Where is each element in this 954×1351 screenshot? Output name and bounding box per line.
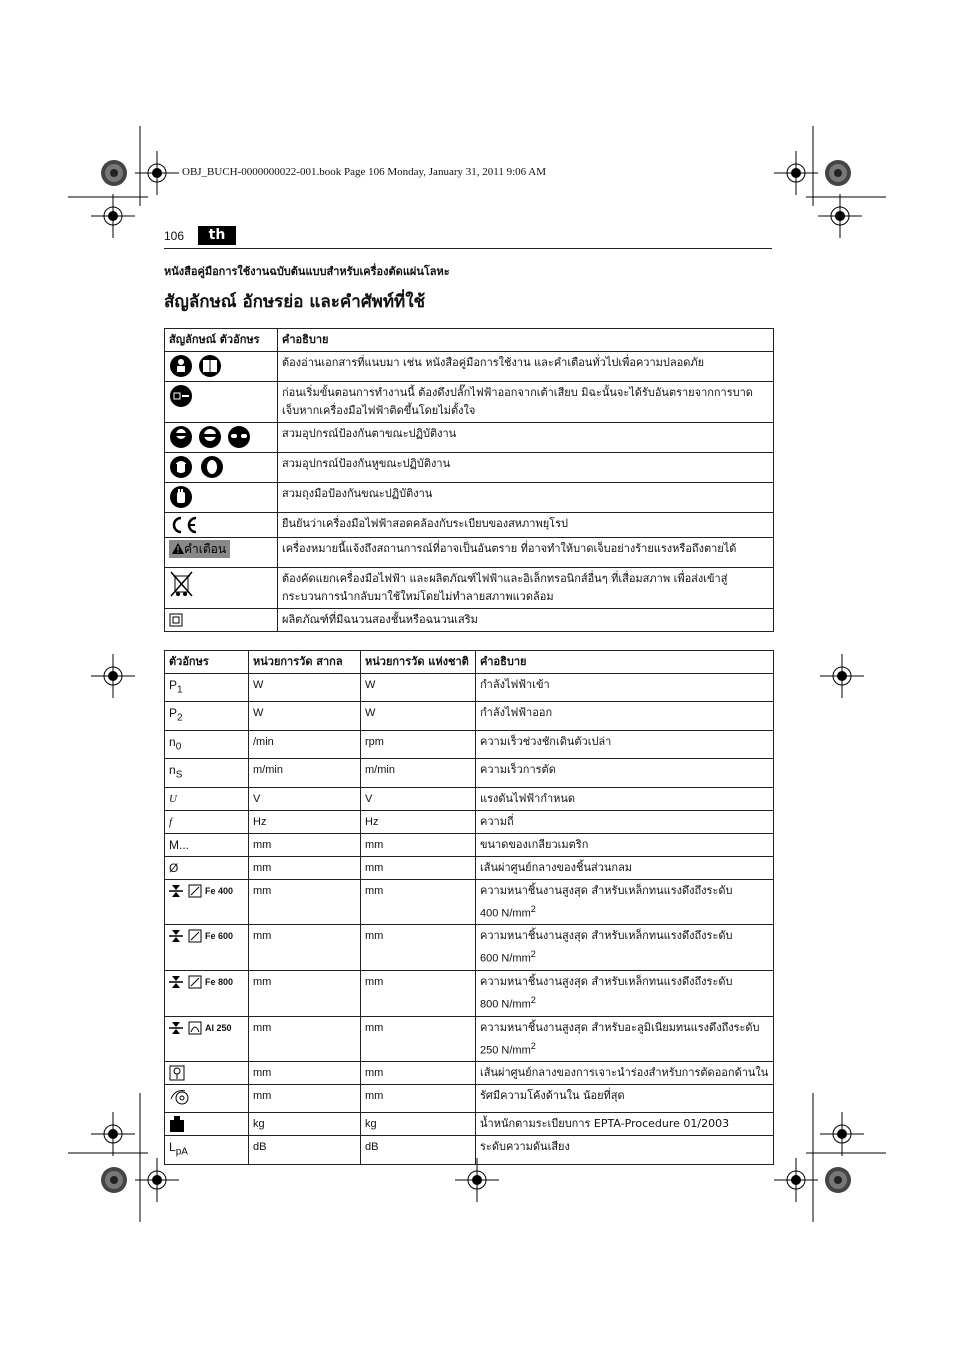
description-cell: ยืนยันว่าเครื่องมือไฟฟ้าสอดคล้องกับระเบียบของสหภาพยุโรป: [278, 513, 774, 538]
description-cell: ความถี่: [476, 810, 774, 833]
intl-unit-cell: mm: [249, 925, 361, 971]
language-tab: th: [198, 226, 236, 245]
symbol-cell: [165, 423, 278, 453]
description-text: ความหนาชิ้นงานสูงสุด สำหรับอะลูมิเนียมทนแรงดึงถึงระดับ: [480, 1020, 760, 1034]
symbol-cell: [165, 674, 249, 702]
description-cell: [476, 879, 774, 925]
description-cell: แรงดันไฟฟ้ากำหนด: [476, 787, 774, 810]
table-row: [165, 970, 774, 1016]
symbol-cell: [165, 970, 249, 1016]
intl-unit-cell: W: [249, 674, 361, 702]
ear-protection-icon: [169, 455, 225, 479]
symbol-cell: [165, 1062, 249, 1085]
description-cell: เครื่องหมายนี้แจ้งถึงสถานการณ์ที่อาจเป็นอันตราย ที่อาจทำให้บาดเจ็บอย่างร้ายแรงหรือถึงตายได้: [278, 538, 774, 568]
national-unit-cell: mm: [361, 1085, 476, 1113]
description-cell: [476, 970, 774, 1016]
table-row: [165, 1016, 774, 1062]
weee-bin-icon: [169, 570, 195, 600]
symbol-text: P: [169, 706, 178, 721]
intl-unit-cell: kg: [249, 1113, 361, 1136]
symbol-subscript: 0: [175, 741, 182, 753]
page-number: 106: [164, 229, 185, 243]
intl-unit-cell: mm: [249, 970, 361, 1016]
symbol-cell: [165, 879, 249, 925]
symbol-cell: [165, 1136, 249, 1164]
table-header-row: [165, 651, 774, 674]
intl-unit-cell: m/min: [249, 759, 361, 787]
description-cell: [476, 1016, 774, 1062]
symbol-cell: [165, 538, 278, 568]
table-row: [165, 513, 774, 538]
intl-unit-cell: dB: [249, 1136, 361, 1164]
table-row: [165, 810, 774, 833]
symbol-cell: [165, 702, 249, 730]
symbol-cell: Ø: [165, 856, 249, 879]
national-unit-cell: W: [361, 702, 476, 730]
unplug-icon: [169, 384, 195, 408]
value-superscript: 2: [530, 903, 536, 914]
description-cell: ต้องคัดแยกเครื่องมือไฟฟ้า และผลิตภัณฑ์ไฟฟ้าและอิเล็กทรอนิกส์อื่นๆ ที่เสื่อมสภาพ เพื่อส่งเข้าสู่กระบวนการนำกลับมาใช้ใหม่โดยไม่ทำลายสภาพแวดล้อม: [278, 568, 774, 609]
intl-unit-cell: mm: [249, 833, 361, 856]
table-row: [165, 674, 774, 702]
weight-icon: [169, 1115, 185, 1133]
value-superscript: 2: [530, 949, 536, 960]
description-text: ความหนาชิ้นงานสูงสุด สำหรับเหล็กทนแรงดึงถึงระดับ: [480, 883, 733, 897]
table-row: [165, 925, 774, 971]
description-cell: ต้องอ่านเอกสารที่แนบมา เช่น หนังสือคู่มือการใช้งาน และคำเตือนทั่วไปเพื่อความปลอดภัย: [278, 352, 774, 382]
description-cell: เส้นผ่าศูนย์กลางของการเจาะนำร่องสำหรับการตัดออกด้านใน: [476, 1062, 774, 1085]
symbol-cell: [165, 1085, 249, 1113]
national-unit-cell: Hz: [361, 810, 476, 833]
description-cell: สวมอุปกรณ์ป้องกันหูขณะปฏิบัติงาน: [278, 453, 774, 483]
material-label: Al 250: [205, 1022, 232, 1033]
symbol-cell: [165, 925, 249, 971]
read-manual-icon: [169, 354, 223, 378]
description-cell: ความเร็วช่วงชักเดินตัวเปล่า: [476, 730, 774, 758]
symbol-cell: [165, 730, 249, 758]
symbol-cell: [165, 513, 278, 538]
national-unit-cell: mm: [361, 1062, 476, 1085]
description-cell: ก่อนเริ่มขั้นตอนการทำงานนี้ ต้องดึงปลั๊กไฟฟ้าออกจากเต้าเสียบ มิฉะนั้นจะได้รับอันตรายจากการบาดเจ็บหากเครื่องมือไฟฟ้าติดขึ้นโดยไม่ตั้งใจ: [278, 382, 774, 423]
max-thickness-aluminium-icon: [169, 1020, 205, 1036]
national-unit-cell: dB: [361, 1136, 476, 1164]
symbol-cell: [165, 1016, 249, 1062]
symbol-cell: [165, 759, 249, 787]
description-cell: ขนาดของเกลียวเมตริก: [476, 833, 774, 856]
description-cell: ความเร็วการตัด: [476, 759, 774, 787]
value-superscript: 2: [530, 1040, 536, 1051]
table-row: [165, 609, 774, 632]
table-row: [165, 1062, 774, 1085]
table-row: [165, 423, 774, 453]
table-row: [165, 1136, 774, 1164]
table-row: [165, 568, 774, 609]
ce-mark-icon: [169, 515, 199, 535]
table-row: [165, 352, 774, 382]
symbol-cell: f: [165, 810, 249, 833]
intl-unit-cell: mm: [249, 1085, 361, 1113]
value-superscript: 2: [530, 994, 536, 1005]
symbol-subscript: 1: [177, 684, 183, 696]
table-header-row: [165, 329, 774, 352]
table-row: [165, 833, 774, 856]
description-cell: เส้นผ่าศูนย์กลางของชิ้นส่วนกลม: [476, 856, 774, 879]
symbol-cell: [165, 382, 278, 423]
description-cell: น้ำหนักตามระเบียบการ EPTA-Procedure 01/2003: [476, 1113, 774, 1136]
description-cell: สวมอุปกรณ์ป้องกันตาขณะปฏิบัติงาน: [278, 423, 774, 453]
document-subtitle: หนังสือคู่มือการใช้งานฉบับต้นแบบสำหรับเครื่องตัดแผ่นโลหะ: [164, 265, 450, 278]
symbol-cell: [165, 1113, 249, 1136]
symbol-subscript: pA: [175, 1146, 188, 1158]
description-text: ความหนาชิ้นงานสูงสุด สำหรับเหล็กทนแรงดึงถึงระดับ: [480, 929, 733, 943]
symbol-cell: [165, 453, 278, 483]
intl-unit-cell: mm: [249, 1062, 361, 1085]
symbol-cell: [165, 609, 278, 632]
material-label: Fe 600: [205, 931, 234, 942]
warning-icon: [172, 543, 184, 554]
table-row: [165, 1085, 774, 1113]
symbol-text: L: [169, 1140, 176, 1155]
table-row: [165, 787, 774, 810]
national-unit-cell: mm: [361, 970, 476, 1016]
max-thickness-steel-icon: [169, 883, 205, 899]
table-row: [165, 382, 774, 423]
section-title: สัญลักษณ์ อักษรย่อ และคำศัพท์ที่ใช้: [164, 292, 426, 312]
header-cell: สัญลักษณ์ ตัวอักษร: [165, 329, 278, 352]
symbol-subscript: 2: [177, 712, 183, 724]
symbol-cell: M...: [165, 833, 249, 856]
national-unit-cell: kg: [361, 1113, 476, 1136]
value-text: 600 N/mm: [480, 952, 531, 965]
value-text: 400 N/mm: [480, 907, 531, 920]
symbol-cell: U: [165, 787, 249, 810]
header-cell: คำอธิบาย: [278, 329, 774, 352]
value-text: 800 N/mm: [480, 998, 531, 1011]
description-cell: ระดับความดันเสียง: [476, 1136, 774, 1164]
material-label: Fe 400: [205, 885, 234, 896]
description-cell: รัศมีความโค้งด้านใน น้อยที่สุด: [476, 1085, 774, 1113]
table-row: [165, 759, 774, 787]
national-unit-cell: mm: [361, 833, 476, 856]
table-row: [165, 483, 774, 513]
units-table: [164, 650, 774, 1165]
header-cell: คำอธิบาย: [476, 651, 774, 674]
table-row: [165, 730, 774, 758]
intl-unit-cell: mm: [249, 879, 361, 925]
page-header: [164, 226, 772, 249]
warning-label: คำเตือน: [184, 542, 227, 556]
symbol-text: n: [169, 763, 176, 778]
description-cell: กำลังไฟฟ้าออก: [476, 702, 774, 730]
national-unit-cell: mm: [361, 1016, 476, 1062]
header-cell: หน่วยการวัด แห่งชาติ: [361, 651, 476, 674]
table-row: [165, 1113, 774, 1136]
description-text: ความหนาชิ้นงานสูงสุด สำหรับเหล็กทนแรงดึงถึงระดับ: [480, 974, 733, 988]
symbols-table: [164, 328, 774, 632]
symbol-cell: [165, 568, 278, 609]
table-row: [165, 879, 774, 925]
warning-badge: [169, 540, 230, 558]
national-unit-cell: W: [361, 674, 476, 702]
max-thickness-steel-icon: [169, 974, 205, 990]
intl-unit-cell: W: [249, 702, 361, 730]
value-text: 250 N/mm: [480, 1044, 531, 1057]
description-cell: [476, 925, 774, 971]
intl-unit-cell: V: [249, 787, 361, 810]
national-unit-cell: m/min: [361, 759, 476, 787]
curve-radius-icon: [169, 1087, 193, 1107]
double-insulation-icon: [169, 613, 183, 627]
header-cell: ตัวอักษร: [165, 651, 249, 674]
material-label: Fe 800: [205, 976, 234, 987]
pilot-hole-icon: [169, 1065, 185, 1081]
gloves-icon: [169, 485, 195, 509]
print-info: OBJ_BUCH-0000000022-001.book Page 106 Monday, January 31, 2011 9:06 AM: [182, 166, 547, 178]
intl-unit-cell: mm: [249, 856, 361, 879]
intl-unit-cell: Hz: [249, 810, 361, 833]
eye-protection-icon: [169, 425, 253, 449]
symbol-text: n: [169, 734, 176, 749]
table-row: [165, 538, 774, 568]
table-row: [165, 856, 774, 879]
national-unit-cell: V: [361, 787, 476, 810]
header-cell: หน่วยการวัด สากล: [249, 651, 361, 674]
intl-unit-cell: mm: [249, 1016, 361, 1062]
description-cell: สวมถุงมือป้องกันขณะปฏิบัติงาน: [278, 483, 774, 513]
national-unit-cell: mm: [361, 879, 476, 925]
national-unit-cell: mm: [361, 856, 476, 879]
max-thickness-steel-icon: [169, 928, 205, 944]
symbol-text: P: [169, 678, 178, 692]
symbol-cell: [165, 352, 278, 382]
national-unit-cell: mm: [361, 925, 476, 971]
table-row: [165, 702, 774, 730]
description-cell: กำลังไฟฟ้าเข้า: [476, 674, 774, 702]
symbol-cell: [165, 483, 278, 513]
intl-unit-cell: /min: [249, 730, 361, 758]
national-unit-cell: rpm: [361, 730, 476, 758]
symbol-subscript: S: [175, 769, 183, 781]
table-row: [165, 453, 774, 483]
description-cell: ผลิตภัณฑ์ที่มีฉนวนสองชั้นหรือฉนวนเสริม: [278, 609, 774, 632]
